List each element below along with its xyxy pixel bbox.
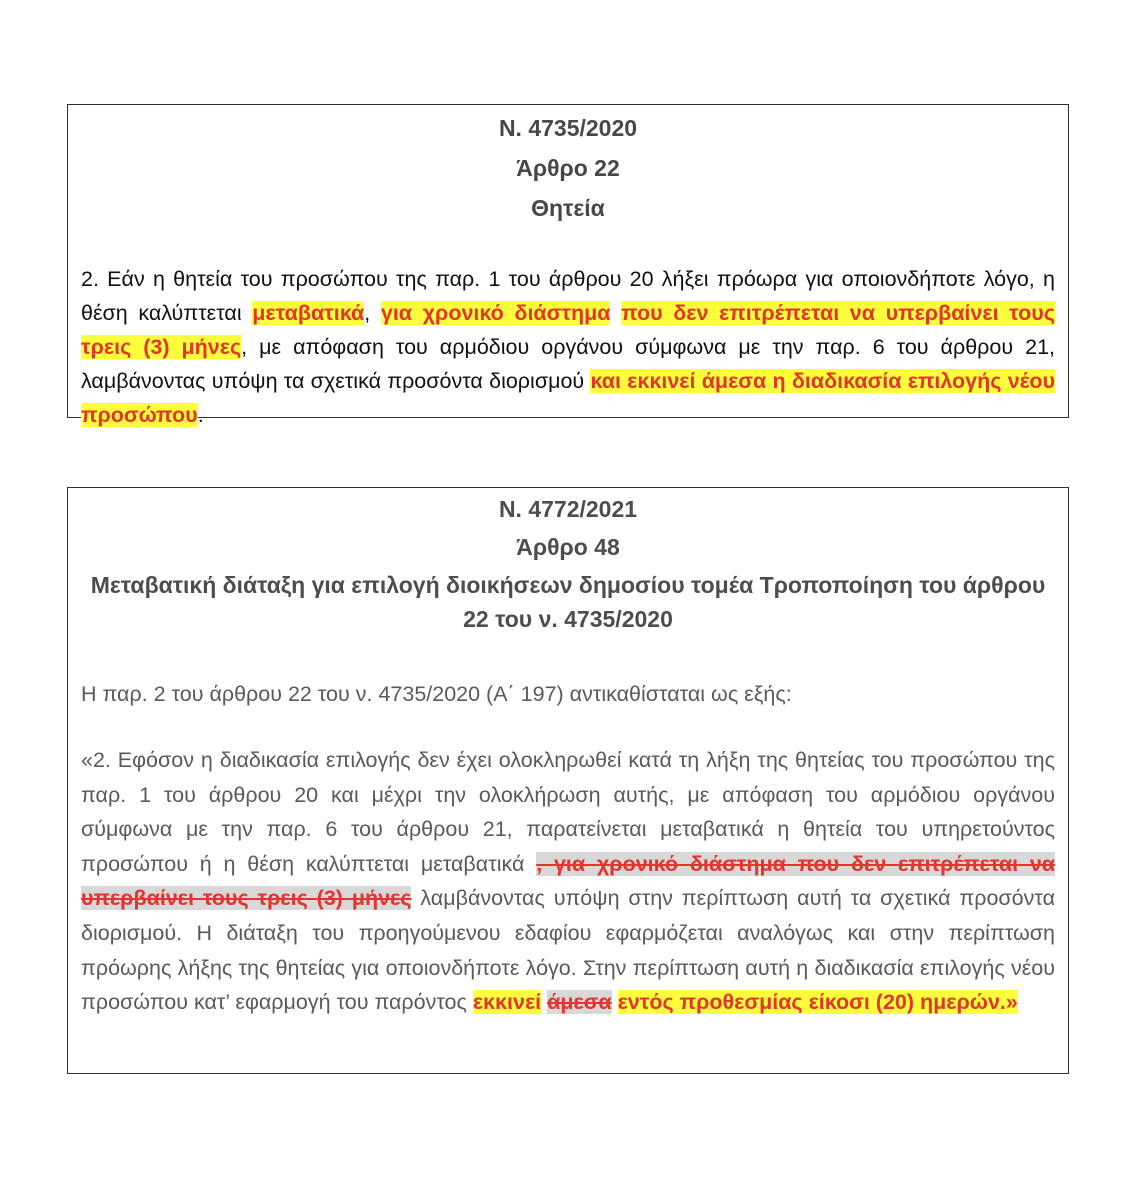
deleted-text: άμεσα <box>547 990 612 1015</box>
law-4772-box <box>67 487 1069 1074</box>
text-segment: , <box>364 301 381 325</box>
highlighted-text: και εκκινεί άμεσα η διαδικασία επιλογής νέου προσώπου <box>81 369 1056 427</box>
law-number: Ν. 4772/2021 <box>498 496 638 522</box>
article-title: Μεταβατική διάταξη για επιλογή διοικήσεων δημοσίου τομέα Τροποποίηση του άρθρου 22 του ν. 4735/2020 <box>90 572 1046 632</box>
quoted-paragraph <box>68 743 1068 1020</box>
law-number: Ν. 4735/2020 <box>498 115 638 141</box>
text-segment: 2. Εάν η θητεία του προσώπου της παρ. 1 του άρθρου 20 λήξει πρόωρα για οποιονδήποτε λόγο, η θέση καλύπτεται <box>81 267 1055 325</box>
article-number: Άρθρο 22 <box>516 155 620 181</box>
law-4735-box <box>67 104 1069 427</box>
text-segment: , με απόφαση του αρμόδιου οργάνου σύμφωνα με την παρ. 6 του άρθρου 21, λαμβάνοντας υπόψη τα σχετικά προσόντα διορισμού <box>81 335 1056 393</box>
highlighted-text: για χρονικό διάστημα <box>380 301 611 325</box>
intro-paragraph: Η παρ. 2 του άρθρου 22 του ν. 4735/2020 (Α΄ 197) αντικαθίσταται ως εξής: <box>81 682 792 706</box>
article-number: Άρθρο 48 <box>516 534 620 560</box>
deleted-text: , για χρονικό διάστημα που δεν επιτρέπεται να υπερβαίνει τους τρεις (3) μήνες <box>81 851 1055 911</box>
highlighted-text: μεταβατικά <box>252 301 365 325</box>
article-paragraph <box>68 262 1068 432</box>
text-segment: λαμβάνοντας υπόψη στην περίπτωση αυτή τα σχετικά προσόντα διορισμού. Η διάταξη του προηγούμενου εδαφίου εφαρμόζεται αναλόγως και στην περίπτωση πρόωρης λήξης της θητείας για οποιονδήποτε λόγο. Στην περίπτωση αυτή η διαδικασία επιλογής νέου προσώπου κατ’ εφαρμογή του παρόντος <box>81 886 1055 1015</box>
highlighted-text: εκκινεί <box>472 990 542 1015</box>
text-segment: «2. Εφόσον η διαδικασία επιλογής δεν έχει ολοκληρωθεί κατά τη λήξη της θητείας του προσώπου της παρ. 1 του άρθρου 20 και μέχρι την ολοκλήρωση αυτής, με απόφαση του αρμόδιου οργάνου σύμφωνα με την παρ. 6 του άρθρου 21, παρατείνεται μεταβατικά η θητεία του υπηρετούντος προσώπου ή η θέση καλύπτεται μεταβατικά <box>81 748 1055 876</box>
text-segment <box>610 301 621 325</box>
text-segment <box>612 990 618 1014</box>
highlighted-text: που δεν επιτρέπεται να υπερβαίνει τους τρεις (3) μήνες <box>81 301 1056 359</box>
highlighted-text: εντός προθεσμίας είκοσι (20) ημερών.» <box>617 990 1018 1015</box>
article-title: Θητεία <box>531 195 605 221</box>
text-segment: . <box>197 403 204 427</box>
